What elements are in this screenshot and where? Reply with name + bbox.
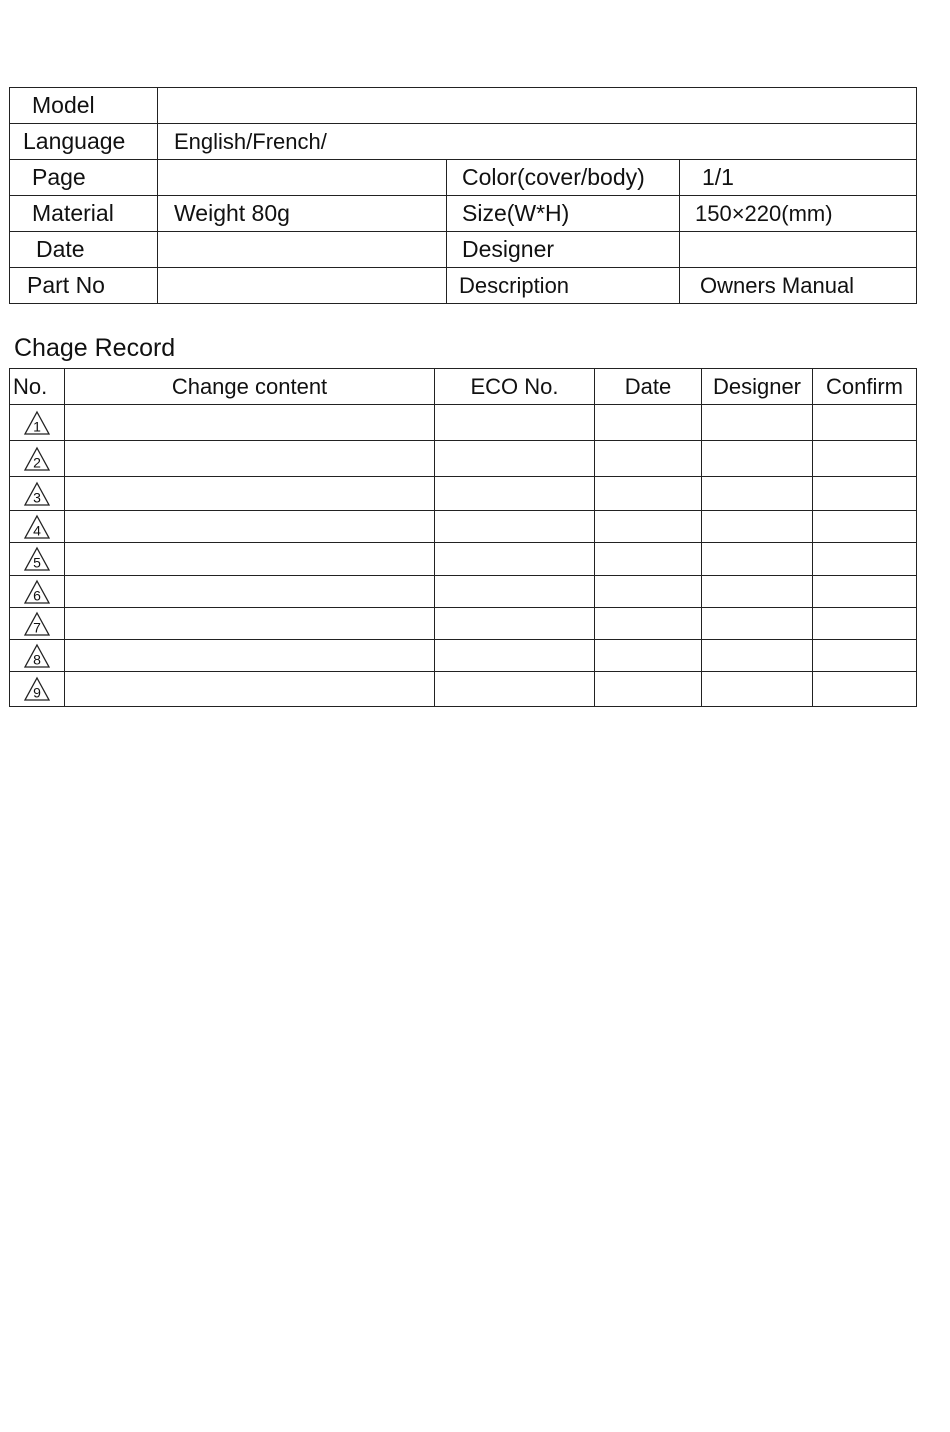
description-label: Description — [447, 268, 680, 304]
record-row — [10, 405, 917, 441]
header-eco-no: ECO No. — [435, 369, 595, 405]
change-record-table — [9, 368, 917, 707]
record-cell-designer — [702, 543, 813, 576]
record-row — [10, 608, 917, 640]
spec-row-partno — [10, 268, 917, 304]
record-cell-eco-no — [435, 543, 595, 576]
revision-triangle-icon — [23, 481, 51, 507]
revision-triangle-icon — [23, 643, 51, 669]
partno-value — [158, 268, 447, 304]
record-cell-date — [595, 640, 702, 672]
revision-triangle-icon — [23, 410, 51, 436]
size-value: 150×220(mm) — [680, 196, 917, 232]
record-cell-change-content — [65, 608, 435, 640]
spec-row-date — [10, 232, 917, 268]
record-cell-eco-no — [435, 640, 595, 672]
spec-row-page — [10, 160, 917, 196]
partno-label: Part No — [10, 268, 158, 304]
spec-row-language — [10, 124, 917, 160]
designer-label: Designer — [447, 232, 680, 268]
record-cell-eco-no — [435, 511, 595, 543]
record-cell-date — [595, 576, 702, 608]
record-cell-no — [10, 640, 65, 672]
revision-triangle-icon — [23, 611, 51, 637]
record-cell-eco-no — [435, 441, 595, 477]
record-cell-change-content — [65, 543, 435, 576]
date-value — [158, 232, 447, 268]
record-cell-no — [10, 576, 65, 608]
record-cell-change-content — [65, 640, 435, 672]
record-cell-change-content — [65, 576, 435, 608]
record-row — [10, 640, 917, 672]
record-cell-confirm — [813, 405, 917, 441]
record-cell-no — [10, 441, 65, 477]
record-cell-change-content — [65, 477, 435, 511]
record-cell-date — [595, 477, 702, 511]
record-cell-date — [595, 441, 702, 477]
record-row — [10, 543, 917, 576]
record-cell-confirm — [813, 441, 917, 477]
record-row — [10, 477, 917, 511]
header-confirm: Confirm — [813, 369, 917, 405]
change-record-title: Chage Record — [14, 334, 176, 362]
record-cell-designer — [702, 441, 813, 477]
revision-number: 7 — [33, 619, 41, 635]
header-change-content: Change content — [65, 369, 435, 405]
record-cell-date — [595, 672, 702, 707]
record-body — [10, 405, 917, 707]
material-value: Weight 80g — [158, 196, 447, 232]
revision-number: 9 — [33, 684, 41, 701]
record-cell-confirm — [813, 672, 917, 707]
record-cell-change-content — [65, 672, 435, 707]
revision-number: 6 — [33, 587, 41, 603]
model-value — [158, 88, 917, 124]
record-cell-date — [595, 543, 702, 576]
record-header-row — [10, 369, 917, 405]
spec-row-material — [10, 196, 917, 232]
header-no: No. — [10, 369, 65, 405]
record-cell-no — [10, 477, 65, 511]
record-row — [10, 576, 917, 608]
page-label: Page — [10, 160, 158, 196]
revision-triangle-icon — [23, 579, 51, 605]
record-cell-no — [10, 405, 65, 441]
size-label: Size(W*H) — [447, 196, 680, 232]
model-label: Model — [10, 88, 158, 124]
record-cell-designer — [702, 477, 813, 511]
record-cell-eco-no — [435, 672, 595, 707]
revision-number: 4 — [33, 522, 41, 538]
record-cell-designer — [702, 576, 813, 608]
page-value — [158, 160, 447, 196]
record-cell-no — [10, 511, 65, 543]
record-cell-confirm — [813, 543, 917, 576]
record-cell-change-content — [65, 405, 435, 441]
record-row — [10, 441, 917, 477]
record-cell-date — [595, 405, 702, 441]
record-cell-designer — [702, 608, 813, 640]
record-cell-designer — [702, 405, 813, 441]
language-label: Language — [10, 124, 158, 160]
record-cell-change-content — [65, 511, 435, 543]
spec-table — [9, 87, 917, 304]
date-label: Date — [10, 232, 158, 268]
record-cell-confirm — [813, 608, 917, 640]
record-cell-designer — [702, 672, 813, 707]
revision-triangle-icon — [23, 514, 51, 540]
record-cell-no — [10, 543, 65, 576]
record-cell-confirm — [813, 640, 917, 672]
record-cell-eco-no — [435, 405, 595, 441]
spec-row-model — [10, 88, 917, 124]
record-cell-no — [10, 608, 65, 640]
revision-number: 5 — [33, 554, 41, 571]
revision-number: 3 — [33, 489, 41, 505]
revision-number: 8 — [33, 651, 41, 667]
record-cell-eco-no — [435, 608, 595, 640]
color-value: 1/1 — [680, 160, 917, 196]
record-row — [10, 511, 917, 543]
record-cell-date — [595, 511, 702, 543]
record-cell-confirm — [813, 576, 917, 608]
record-cell-confirm — [813, 477, 917, 511]
language-value: English/French/ — [158, 124, 917, 160]
header-designer: Designer — [702, 369, 813, 405]
designer-value — [680, 232, 917, 268]
revision-number: 1 — [33, 418, 41, 434]
record-cell-designer — [702, 511, 813, 543]
record-cell-no — [10, 672, 65, 707]
material-label: Material — [10, 196, 158, 232]
record-cell-designer — [702, 640, 813, 672]
revision-triangle-icon — [23, 546, 51, 572]
color-label: Color(cover/body) — [447, 160, 680, 196]
record-cell-change-content — [65, 441, 435, 477]
record-cell-eco-no — [435, 576, 595, 608]
record-cell-date — [595, 608, 702, 640]
revision-number: 2 — [33, 454, 41, 470]
revision-triangle-icon — [23, 676, 51, 702]
revision-triangle-icon — [23, 446, 51, 472]
record-row — [10, 672, 917, 707]
record-cell-eco-no — [435, 477, 595, 511]
description-value: Owners Manual — [680, 268, 917, 304]
record-cell-confirm — [813, 511, 917, 543]
header-date: Date — [595, 369, 702, 405]
